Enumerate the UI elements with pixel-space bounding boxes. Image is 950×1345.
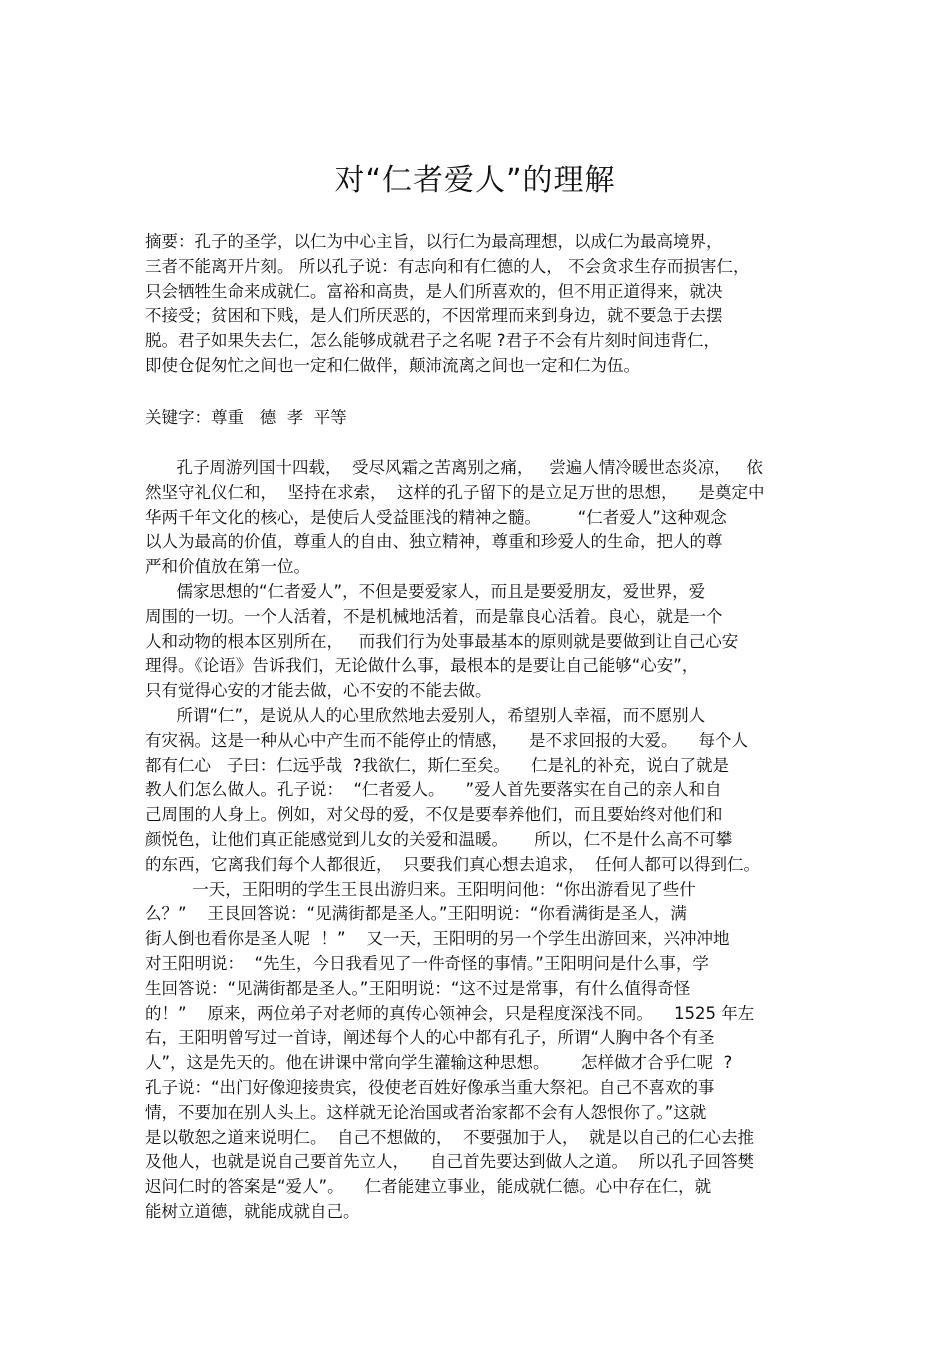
body-line: 的东西，它离我们每个人都很近， 只要我们真心想去追求， 任何人都可以得到仁。 xyxy=(145,854,760,874)
body-line: 以人为最高的价值，尊重人的自由、独立精神，尊重和珍爱人的生命，把人的尊 xyxy=(145,532,723,552)
body-line: 儒家思想的“仁者爱人”，不但是要爱家人，而且是要爱朋友，爱世界，爱 xyxy=(145,581,706,601)
body-line: 人”，这是先天的。他在讲课中常向学生灌输这种思想。 怎样做才合乎仁呢 ? xyxy=(145,1053,733,1073)
document-title: 对“仁者爱人”的理解 xyxy=(334,163,616,198)
body-line: 理得。《论语》告诉我们，无论做什么事，最根本的是要让自己能够“心安”， xyxy=(145,656,699,676)
body-line: 所谓“仁”，是说从人的心里欣然地去爱别人，希望别人幸福，而不愿别人 xyxy=(145,705,706,725)
abstract-line: 只会牺牲生命来成就仁。富裕和高贵，是人们所喜欢的，但不用正道得来，就决 xyxy=(145,281,723,301)
abstract-line: 即使仓促匆忙之间也一定和仁做伴，颠沛流离之间也一定和仁为伍。 xyxy=(145,355,640,375)
body-line: 么？” 王艮回答说：“见满街都是圣人。”王阳明说：“你看满街是圣人，满 xyxy=(145,904,687,924)
body-line: 有灾祸。这是一种从心中产生而不能停止的情感， 是不求回报的大爱。 每个人 xyxy=(145,730,748,750)
body-line: 颜悦色，让他们真正能感觉到儿女的关爱和温暖。 所以，仁不是什么高不可攀 xyxy=(145,829,733,849)
body-line: 迟问仁时的答案是“爱人”。 仁者能建立事业，能成就仁德。心中存在仁，就 xyxy=(145,1177,712,1197)
body-line: 及他人，也就是说自己要首先立人， 自己首先要达到做人之道。 所以孔子回答樊 xyxy=(145,1152,754,1172)
abstract-line: 三者不能离开片刻。 所以孔子说：有志向和有仁德的人， 不会贪求生存而损害仁， xyxy=(145,256,750,276)
body-line: 己周围的人身上。例如，对父母的爱，不仅是要奉养他们，而且要始终对他们和 xyxy=(145,805,723,825)
body-line: 华两千年文化的核心，是使后人受益匪浅的精神之髓。 “仁者爱人”这种观念 xyxy=(145,507,727,527)
body-line: 对王阳明说： “先生，今日我看见了一件奇怪的事情。”王阳明问是什么事，学 xyxy=(145,953,709,973)
body-line: 能树立道德，就能成就自己。 xyxy=(145,1201,360,1221)
keywords-line: 关键字：尊重 德 孝 平等 xyxy=(145,408,347,427)
abstract-line: 不接受；贫困和下贱，是人们所厌恶的，不因常理而来到身边，就不要急于去摆 xyxy=(145,306,723,326)
abstract-line: 脱。君子如果失去仁，怎么能够成就君子之名呢 ?君子不会有片刻时间违背仁， xyxy=(145,331,721,351)
abstract-section xyxy=(145,230,810,379)
keywords-section xyxy=(145,406,810,431)
body-line: 然坚守礼仪仁和， 坚持在求索， 这样的孔子留下的是立足万世的思想， 是奠定中 xyxy=(145,482,765,502)
body-line: 情，不要加在别人头上。这样就无论治国或者治家都不会有人怨恨你了。”这就 xyxy=(145,1102,707,1122)
body-line: 孔子周游列国十四载， 受尽风霜之苦离别之痛， 尝遍人情冷暖世态炎凉， 依 xyxy=(145,458,763,477)
body-line: 的！” 原来，两位弟子对老师的真传心领神会，只是程度深浅不同。 1525 年左 xyxy=(145,1003,755,1023)
body-line: 是以敬恕之道来说明仁。 自己不想做的， 不要强加于人， 就是以自己的仁心去推 xyxy=(145,1127,754,1147)
body-line: 右，王阳明曾写过一首诗，阐述每个人的心中都有孔子，所谓“人胸中各个有圣 xyxy=(145,1028,715,1048)
abstract-line: 摘要：孔子的圣学，以仁为中心主旨，以行仁为最高理想，以成仁为最高境界， xyxy=(145,232,723,251)
body-text xyxy=(145,456,810,1225)
body-line: 教人们怎么做人。孔子说： “仁者爱人。 ”爱人首先要落实在自己的亲人和自 xyxy=(145,780,722,800)
body-line: 都有仁心 子曰：仁远乎哉 ?我欲仁，斯仁至矣。 仁是礼的补充，说白了就是 xyxy=(145,755,729,775)
body-line: 周围的一切。一个人活着，不是机械地活着，而是靠良心活着。良心，就是一个 xyxy=(145,606,723,626)
body-line: 孔子说：“出门好像迎接贵宾，役使老百姓好像承当重大祭祀。自己不喜欢的事 xyxy=(145,1077,715,1097)
body-line: 生回答说：“见满街都是圣人。”王阳明说：“这不过是常事，有什么值得奇怪 xyxy=(145,978,691,998)
body-line: 街人倒也看你是圣人呢 ！” 又一天，王阳明的另一个学生出游回来，兴冲冲地 xyxy=(145,929,730,949)
body-line: 只有觉得心安的才能去做，心不安的不能去做。 xyxy=(145,681,492,701)
body-line: 一天，王阳明的学生王艮出游归来。王阳明问他：“你出游看见了些什 xyxy=(145,879,696,899)
body-line: 人和动物的根本区别所在， 而我们行为处事最基本的原则就是要做到让自己心安 xyxy=(145,631,739,651)
body-line: 严和价值放在第一位。 xyxy=(145,557,310,577)
